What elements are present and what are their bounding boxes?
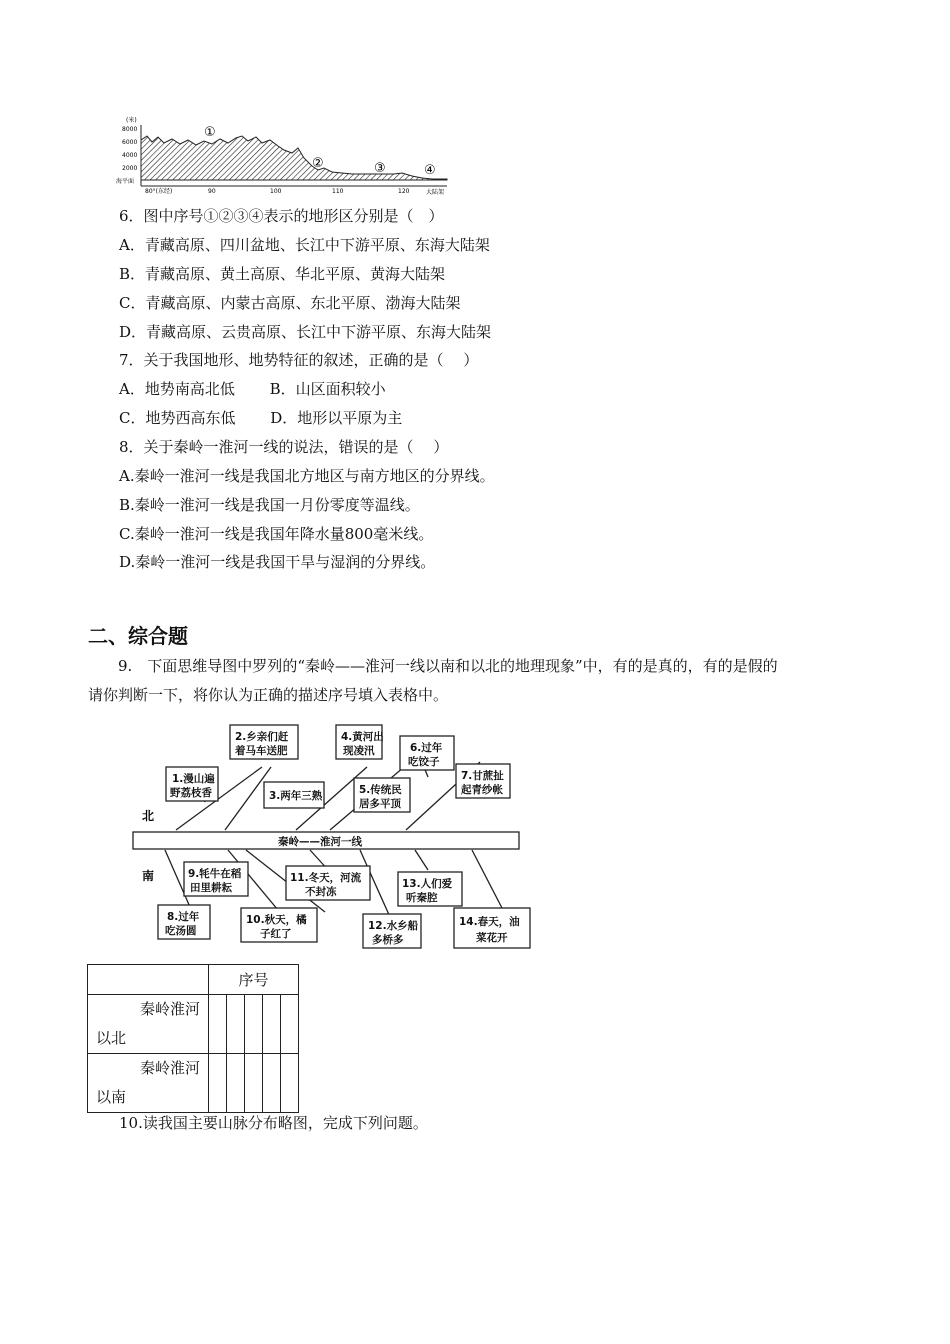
- answer-cell[interactable]: [209, 995, 227, 1054]
- mind-map-item-14: [454, 908, 530, 948]
- profile-marker-4: ④: [424, 163, 436, 178]
- north-label: 北: [142, 809, 155, 823]
- question-6-option-a: A．青藏高原、四川盆地、长江中下游平原、东海大陆架: [119, 236, 490, 254]
- x-tick-label: 90: [208, 188, 216, 195]
- svg-text:8.过年: 8.过年: [167, 911, 200, 923]
- svg-text:5.传统民: 5.传统民: [359, 784, 402, 796]
- mind-map-figure: [130, 722, 540, 954]
- question-6-option-c: C．青藏高原、内蒙古高原、东北平原、渤海大陆架: [119, 294, 461, 312]
- mind-map-item-13: [398, 872, 462, 906]
- profile-marker-2: ②: [312, 156, 324, 171]
- row-label-south: 秦岭淮河 以南: [88, 1054, 209, 1113]
- y-tick-label: 6000: [122, 139, 138, 146]
- question-8-option-b: B.秦岭一淮河一线是我国一月份零度等温线。: [119, 496, 420, 514]
- continental-shelf-label: 大陆架: [426, 189, 445, 196]
- svg-text:菜花开: 菜花开: [476, 932, 508, 944]
- svg-text:居多平顶: 居多平顶: [359, 798, 401, 810]
- question-8-option-c: C.秦岭一淮河一线是我国年降水量800毫米线。: [119, 525, 434, 543]
- y-tick-label: 4000: [122, 152, 138, 159]
- answer-cell[interactable]: [245, 995, 263, 1054]
- svg-text:4.黄河出: 4.黄河出: [341, 731, 384, 743]
- table-header: [209, 965, 299, 995]
- question-8-stem: 8．关于秦岭一淮河一线的说法，错误的是（ ）: [119, 438, 449, 456]
- answer-cell[interactable]: [281, 995, 299, 1054]
- svg-text:2.乡亲们赶: 2.乡亲们赶: [235, 731, 289, 743]
- mind-map-item-3: [264, 782, 324, 808]
- svg-text:起青纱帐: 起青纱帐: [461, 784, 503, 796]
- y-tick-label: 8000: [122, 126, 138, 133]
- sea-level-label: 海平面: [116, 178, 135, 185]
- mind-map-item-1: [166, 767, 218, 801]
- mind-map-item-5: [354, 778, 410, 812]
- question-10-stem: 10.读我国主要山脉分布略图，完成下列问题。: [119, 1114, 428, 1132]
- mind-map-item-2: [230, 725, 298, 759]
- question-6-option-b: B．青藏高原、黄土高原、华北平原、黄海大陆架: [119, 265, 446, 283]
- answer-cell[interactable]: [245, 1054, 263, 1113]
- answer-cell[interactable]: [227, 995, 245, 1054]
- mind-map-item-11: [286, 866, 370, 900]
- answer-cell[interactable]: [227, 1054, 245, 1113]
- x-tick-label: 100: [270, 188, 282, 195]
- mind-map-item-7: [456, 764, 510, 798]
- question-7-options-ab: A．地势南高北低 B．山区面积较小: [119, 380, 386, 398]
- svg-text:野荔枝香: 野荔枝香: [170, 787, 212, 799]
- svg-text:吃饺子: 吃饺子: [408, 756, 440, 768]
- question-8-option-a: A.秦岭一淮河一线是我国北方地区与南方地区的分界线。: [119, 467, 495, 485]
- svg-text:着马车送肥: 着马车送肥: [235, 745, 288, 757]
- svg-text:14.春天，油: 14.春天，油: [459, 916, 520, 928]
- south-label: 南: [142, 869, 155, 883]
- svg-text:多桥多: 多桥多: [372, 934, 404, 946]
- svg-text:吃汤圆: 吃汤圆: [165, 925, 197, 937]
- svg-text:不封冻: 不封冻: [305, 886, 337, 898]
- answer-cell[interactable]: [263, 1054, 281, 1113]
- svg-text:11.冬天，河流: 11.冬天，河流: [290, 872, 362, 884]
- svg-text:7.甘蔗扯: 7.甘蔗扯: [461, 770, 504, 782]
- table-corner-cell: [88, 965, 209, 995]
- profile-marker-3: ③: [374, 161, 386, 176]
- answer-cell[interactable]: [263, 995, 281, 1054]
- svg-text:现凌汛: 现凌汛: [343, 745, 375, 757]
- question-9-line-2: 请你判断一下，将你认为正确的描述序号填入表格中。: [88, 686, 449, 704]
- mind-map-item-9: [184, 862, 248, 896]
- svg-text:9.牦牛在稻: 9.牦牛在稻: [188, 868, 242, 880]
- table-row: [88, 995, 299, 1054]
- question-7-stem: 7．关于我国地形、地势特征的叙述，正确的是（ ）: [119, 351, 479, 369]
- x-tick-label: 120: [398, 188, 410, 195]
- answer-cell[interactable]: [281, 1054, 299, 1113]
- mind-map-item-12: [363, 914, 421, 948]
- mind-map-axis-label: 秦岭——淮河一线: [278, 836, 362, 848]
- svg-text:子红了: 子红了: [260, 928, 292, 940]
- mind-map-item-6: [400, 736, 454, 770]
- mind-map-item-8: [158, 905, 210, 939]
- question-6-option-d: D．青藏高原、云贵高原、长江中下游平原、东海大陆架: [119, 323, 492, 341]
- y-unit-label: (米): [126, 117, 137, 124]
- svg-text:田里耕耘: 田里耕耘: [190, 882, 232, 894]
- terrain-profile-figure: [112, 110, 452, 196]
- mind-map-item-10: [241, 908, 317, 942]
- x-tick-label: 80°(东经): [145, 188, 173, 195]
- question-9-line-1: 9. 下面思维导图中罗列的“秦岭——淮河一线以南和以北的地理现象”中，有的是真的，有的是假的: [118, 657, 778, 675]
- svg-text:听秦腔: 听秦腔: [406, 892, 438, 904]
- row-label-north: 秦岭淮河 以北: [88, 995, 209, 1054]
- x-tick-label: 110: [332, 188, 344, 195]
- question-6-stem: 6．图中序号①②③④表示的地形区分别是（ ）: [119, 207, 444, 225]
- svg-text:10.秋天，橘: 10.秋天，橘: [246, 914, 307, 926]
- question-7-options-cd: C．地势西高东低 D．地形以平原为主: [119, 409, 403, 427]
- table-row: [88, 1054, 299, 1113]
- profile-marker-1: ①: [204, 125, 216, 140]
- svg-text:13.人们爱: 13.人们爱: [402, 878, 453, 890]
- terrain-profile-area: [141, 136, 447, 180]
- table-header-label: 序号: [238, 971, 269, 989]
- svg-text:1.漫山遍: 1.漫山遍: [172, 773, 215, 785]
- answer-cell[interactable]: [209, 1054, 227, 1113]
- question-8-option-d: D.秦岭一淮河一线是我国干旱与湿润的分界线。: [119, 553, 436, 571]
- svg-text:6.过年: 6.过年: [410, 742, 443, 754]
- svg-text:12.水乡船: 12.水乡船: [368, 920, 419, 932]
- mind-map-item-4: [336, 725, 384, 759]
- section-title: 二、综合题: [88, 624, 188, 648]
- y-tick-label: 2000: [122, 165, 138, 172]
- answer-table: [87, 964, 299, 1113]
- svg-text:3.两年三熟: 3.两年三熟: [269, 790, 323, 802]
